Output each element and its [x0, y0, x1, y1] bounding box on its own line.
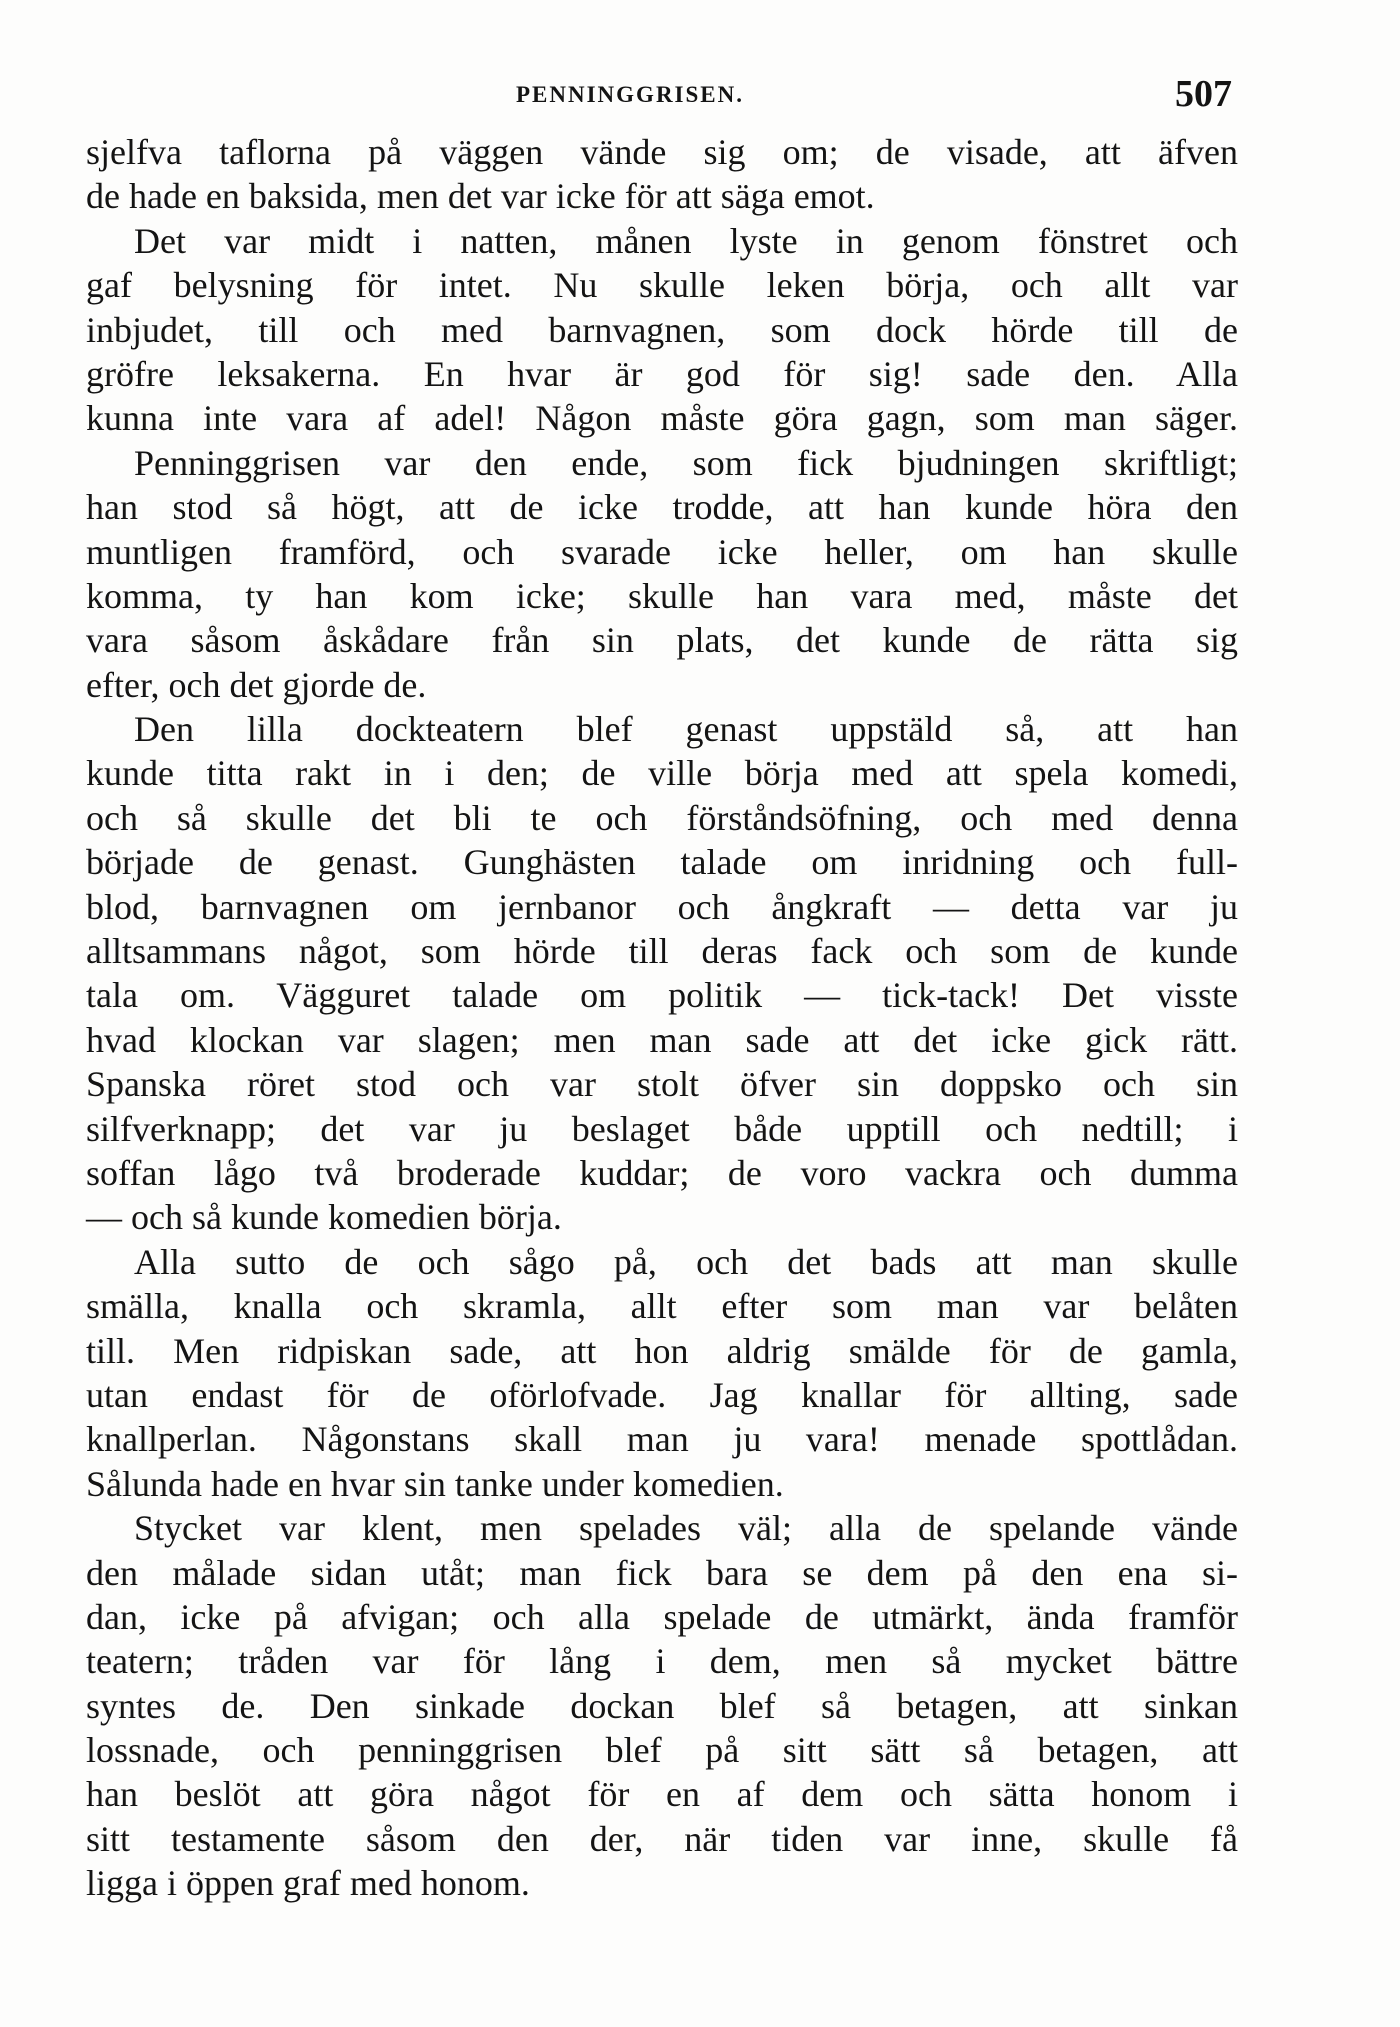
text-line: dan, icke på afvigan; och alla spelade de utmärkt, ända framför [86, 1596, 1238, 1637]
text-line: han beslöt att göra något för en af dem och sätta honom i [86, 1774, 1238, 1815]
text-line: syntes de. Den sinkade dockan blef så betagen, att sinkan [86, 1685, 1238, 1726]
text-line: Den lilla dockteatern blef genast uppstäld så, att han [134, 709, 1238, 750]
text-line: de hade en baksida, men det var icke för att säga emot. [86, 176, 875, 217]
text-line: den målade sidan utåt; man fick bara se dem på den ena si- [86, 1552, 1238, 1593]
text-line: utan endast för de oförlofvade. Jag knallar för allting, sade [86, 1374, 1238, 1415]
text-line: komma, ty han kom icke; skulle han vara med, måste det [86, 575, 1238, 616]
text-line: till. Men ridpiskan sade, att hon aldrig smälde för de gamla, [86, 1330, 1238, 1371]
text-line: blod, barnvagnen om jernbanor och ångkraft — detta var ju [86, 886, 1238, 927]
text-line: och så skulle det bli te och förståndsöfning, och med denna [86, 797, 1238, 838]
text-line: kunna inte vara af adel! Någon måste göra gagn, som man säger. [86, 398, 1238, 439]
text-line: Det var midt i natten, månen lyste in genom fönstret och [134, 220, 1238, 261]
text-line: sitt testamente såsom den der, när tiden var inne, skulle få [86, 1818, 1238, 1859]
text-line: alltsammans något, som hörde till deras fack och som de kunde [86, 931, 1238, 972]
text-line: gaf belysning för intet. Nu skulle leken börja, och allt var [86, 265, 1238, 306]
text-line: knallperlan. Någonstans skall man ju vara! menade spottlådan. [86, 1419, 1238, 1460]
text-line: gröfre leksakerna. En hvar är god för sig! sade den. Alla [86, 353, 1238, 394]
text-line: tala om. Vägguret talade om politik — tick-tack! Det visste [86, 975, 1238, 1016]
text-line: teatern; tråden var för lång i dem, men så mycket bättre [86, 1641, 1238, 1682]
text-line: silfverknapp; det var ju beslaget både upptill och nedtill; i [86, 1108, 1238, 1149]
text-line: Sålunda hade en hvar sin tanke under komedien. [86, 1463, 784, 1504]
text-line: lossnade, och penninggrisen blef på sitt sätt så betagen, att [86, 1730, 1238, 1771]
text-line: Spanska röret stod och var stolt öfver sin doppsko och sin [86, 1064, 1238, 1105]
text-line: inbjudet, till och med barnvagnen, som dock hörde till de [86, 309, 1238, 350]
text-line: han stod så högt, att de icke trodde, att han kunde höra den [86, 487, 1238, 528]
text-line: kunde titta rakt in i den; de ville börja med att spela komedi, [86, 753, 1238, 794]
text-line: muntligen framförd, och svarade icke heller, om han skulle [86, 531, 1238, 572]
text-line: ligga i öppen graf med honom. [86, 1863, 530, 1904]
text-line: soffan lågo två broderade kuddar; de voro vackra och dumma [86, 1152, 1238, 1193]
running-head [86, 72, 1238, 122]
body-text [86, 130, 1238, 1906]
text-line: Alla sutto de och sågo på, och det bads att man skulle [134, 1241, 1238, 1282]
text-line: — och så kunde komedien börja. [86, 1197, 562, 1238]
running-title: PENNINGGRISEN. [516, 82, 745, 107]
text-line: Penninggrisen var den ende, som fick bjudningen skriftligt; [134, 442, 1238, 483]
text-line: vara såsom åskådare från sin plats, det kunde de rätta sig [86, 620, 1238, 661]
text-line: sjelfva taflorna på väggen vände sig om; de visade, att äfven [86, 132, 1238, 172]
page-number: 507 [1175, 73, 1232, 115]
text-line: hvad klockan var slagen; men man sade att det icke gick rätt. [86, 1019, 1238, 1060]
text-line: efter, och det gjorde de. [86, 664, 427, 705]
text-line: smälla, knalla och skramla, allt efter som man var belåten [86, 1286, 1238, 1327]
text-line: började de genast. Gunghästen talade om inridning och full- [86, 842, 1238, 883]
text-line: Stycket var klent, men spelades väl; alla de spelande vände [134, 1508, 1238, 1549]
